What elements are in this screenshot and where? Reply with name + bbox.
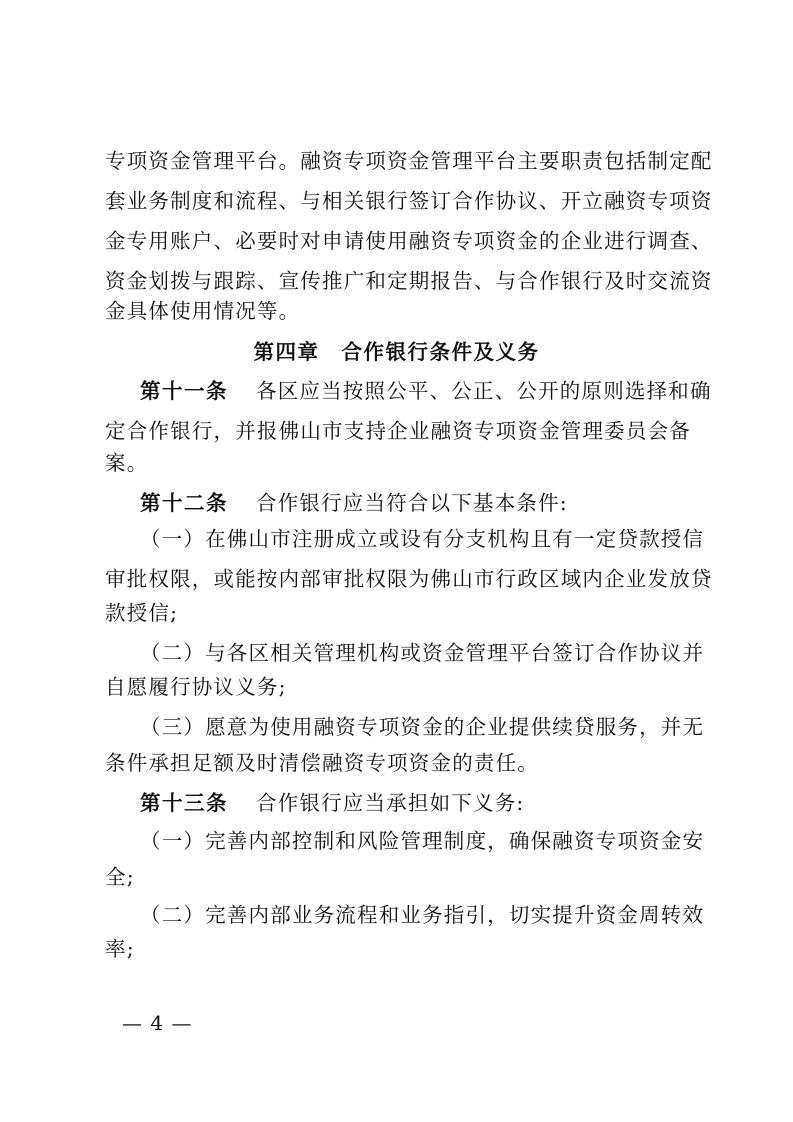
list-item-line: （二）与各区相关管理机构或资金管理平台签订合作协议并: [140, 641, 705, 665]
article-12-label: 第十二条: [140, 491, 228, 515]
list-item-line: 条件承担足额及时清偿融资专项资金的责任。: [105, 751, 539, 775]
list-item-line: （一）在佛山市注册成立或设有分支机构且有一定贷款授信: [140, 527, 705, 551]
paragraph-line: 金具体使用情况等。: [105, 299, 301, 323]
paragraph-line: 金专用账户、必要时对申请使用融资专项资金的企业进行调查、: [105, 229, 713, 253]
article-13-text: 合作银行应当承担如下义务:: [256, 791, 525, 815]
list-item-line: （一）完善内部控制和风险管理制度，确保融资专项资金安: [140, 829, 705, 853]
article-12-text: 合作银行应当符合以下基本条件:: [256, 491, 568, 515]
list-item-line: 全;: [105, 865, 135, 889]
list-item-line: 款授信;: [105, 601, 179, 625]
paragraph-line: 专项资金管理平台。融资专项资金管理平台主要职责包括制定配: [105, 149, 713, 173]
article-13-label: 第十三条: [140, 791, 228, 815]
list-item-line: 率;: [105, 937, 135, 961]
page-number: — 4 —: [122, 1011, 193, 1035]
list-item-line: 审批权限，或能按内部审批权限为佛山市行政区域内企业发放贷: [105, 567, 713, 591]
paragraph-line: 案。: [105, 451, 149, 475]
paragraph-line: 定合作银行，并报佛山市支持企业融资专项资金管理委员会备: [105, 419, 691, 443]
list-item-line: （三）愿意为使用融资专项资金的企业提供续贷服务，并无: [140, 715, 705, 739]
paragraph-line: 套业务制度和流程、与相关银行签订合作协议、开立融资专项资: [105, 189, 713, 213]
paragraph-line: 资金划拨与跟踪、宣传推广和定期报告、与合作银行及时交流资: [105, 269, 713, 293]
list-item-line: （二）完善内部业务流程和业务指引，切实提升资金周转效: [140, 903, 705, 927]
chapter-heading: 第四章 合作银行条件及义务: [253, 340, 540, 364]
article-13-first-line: [140, 786, 691, 820]
article-12-first-line: [140, 486, 691, 520]
article-11-text: 各区应当按照公平、公正、公开的原则选择和确: [256, 379, 712, 403]
article-11-label: 第十一条: [140, 379, 228, 403]
article-11-first-line: [140, 374, 712, 408]
list-item-line: 自愿履行协议义务;: [105, 675, 287, 699]
